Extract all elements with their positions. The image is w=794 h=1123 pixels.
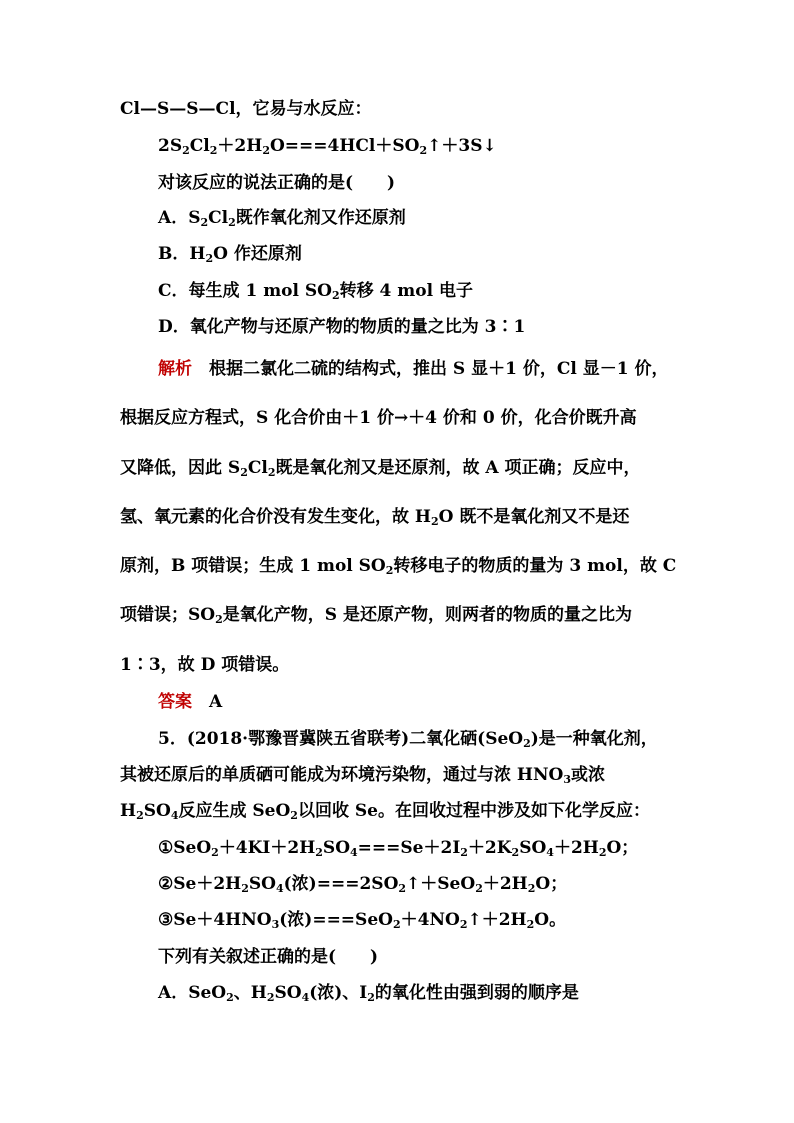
formula-text: ＋2K — [467, 838, 512, 858]
formula-subscript: 2 — [460, 846, 468, 859]
formula-subscript: 2 — [367, 991, 375, 1004]
formula-text: SO — [519, 838, 547, 858]
formula-text: (浓)、I — [309, 983, 368, 1003]
formula-text: O； — [535, 874, 568, 894]
q5-question: 下列有关叙述正确的是( ) — [158, 947, 379, 967]
formula-text: SO — [274, 983, 302, 1003]
option-a: A．$S_2Cl_2$既作氧化剂又作还原剂 — [158, 208, 406, 229]
formula-text: ①SeO — [158, 838, 212, 858]
formula-subscript: 2 — [241, 882, 249, 895]
formula-subscript: 2 — [398, 882, 407, 895]
formula-text: O； — [606, 838, 639, 858]
question-text: 对该反应的说法正确的是( ) — [158, 173, 396, 193]
formula-text: ===Se＋2I — [357, 838, 461, 858]
answer-line — [158, 690, 222, 714]
formula-subscript: 2 — [511, 846, 520, 859]
formula-text: (浓)===2SO — [283, 874, 399, 894]
q5-line-1: 5．(2018·鄂豫晋冀陕五省联考)二氧化硒(SeO$_2$)是一种氧化剂， — [158, 729, 658, 750]
formula-text: ③Se＋4HNO — [158, 910, 272, 930]
formula-text: SO — [248, 874, 276, 894]
q5-reaction-3 — [158, 908, 566, 932]
formula-subscript: 4 — [301, 991, 310, 1004]
q5-reaction-1 — [158, 836, 638, 860]
analysis-row: 1∶3，故 D 项错误。 — [120, 654, 290, 675]
q5-line-2: 其被还原后的单质硒可能成为环境污染物，通过与浓 $HNO_3$或浓 — [120, 765, 605, 786]
formula-text: ↑＋SeO — [406, 874, 476, 894]
formula-subscript: 2 — [475, 882, 483, 895]
analysis-label: 解析 — [158, 359, 192, 379]
formula-subscript: 2 — [392, 918, 401, 931]
q5-line-3: $H_2SO_4$反应生成 SeO$_2$以回收 Se。在回收过程中涉及如下化学反应： — [120, 801, 650, 822]
formula-subscript: 2 — [226, 991, 234, 1004]
formula-text: ②Se＋2H — [158, 874, 242, 894]
q5-option-a — [158, 981, 579, 1005]
answer-value: A — [209, 692, 223, 712]
formula-text: SO — [322, 838, 351, 858]
formula-subscript: 4 — [275, 882, 284, 895]
formula-subscript: 2 — [315, 846, 323, 859]
formula-subscript: 3 — [271, 918, 280, 931]
option-d: D．氧化产物与还原产物的物质的量之比为 3∶1 — [158, 317, 526, 337]
formula-subscript: 2 — [526, 918, 535, 931]
formula-subscript: 2 — [527, 882, 536, 895]
reaction-equation: $2S_2Cl_2+2H_2O===4HCl+SO_2↑+3S↓$ — [158, 136, 497, 157]
formula-subscript: 4 — [546, 846, 554, 859]
analysis-paragraph — [120, 357, 680, 702]
formula-subscript: 2 — [459, 918, 468, 931]
analysis-row: 根据反应方程式，S 化合价由＋1 价→＋4 价和 0 价，化合价既升高 — [120, 408, 637, 429]
formula-text: 的氧化性由强到弱的顺序是 — [374, 983, 579, 1003]
formula-text: ＋4KI＋2H — [218, 838, 316, 858]
formula-subscript: 2 — [211, 846, 219, 859]
analysis-row: 解析 根据二氯化二硫的结构式，推出 S 显＋1 价，Cl 显－1 价， — [158, 359, 669, 379]
analysis-row: 项错误；$SO_2$是氧化产物，S 是还原产物，则两者的物质的量之比为 — [120, 605, 632, 627]
option-b: B．$H_2O$ 作还原剂 — [158, 244, 302, 265]
formula-text: ↑＋2H — [467, 910, 527, 930]
formula-text: O。 — [534, 910, 567, 930]
structure-line: Cl—S—S—Cl，它易与水反应： — [120, 99, 372, 119]
formula-text: (浓)===SeO — [279, 910, 393, 930]
formula-text: 、H — [233, 983, 267, 1003]
formula-text: ＋2H — [553, 838, 599, 858]
formula-subscript: 4 — [350, 846, 358, 859]
analysis-row: 又降低，因此 $S_2Cl_2$既是氧化剂又是还原剂，故 A 项正确；反应中， — [120, 457, 641, 479]
formula-subscript: 2 — [598, 846, 607, 859]
analysis-row: 原剂，B 项错误；生成 1 mol $SO_2$转移电子的物质的量为 3 mol，故 C — [120, 556, 677, 578]
formula-text: A．SeO — [158, 983, 227, 1003]
analysis-row: 氢、氧元素的化合价没有发生变化，故 $H_2O$ 既不是氧化剂又不是还 — [120, 506, 630, 528]
q5-reaction-2 — [158, 872, 567, 896]
formula-subscript: 2 — [266, 991, 275, 1004]
formula-text: ＋4NO — [400, 910, 460, 930]
option-c: C．每生成 1 mol $SO_2$转移 4 mol 电子 — [158, 281, 474, 302]
formula-text: ＋2H — [482, 874, 528, 894]
answer-label: 答案 — [158, 692, 192, 712]
